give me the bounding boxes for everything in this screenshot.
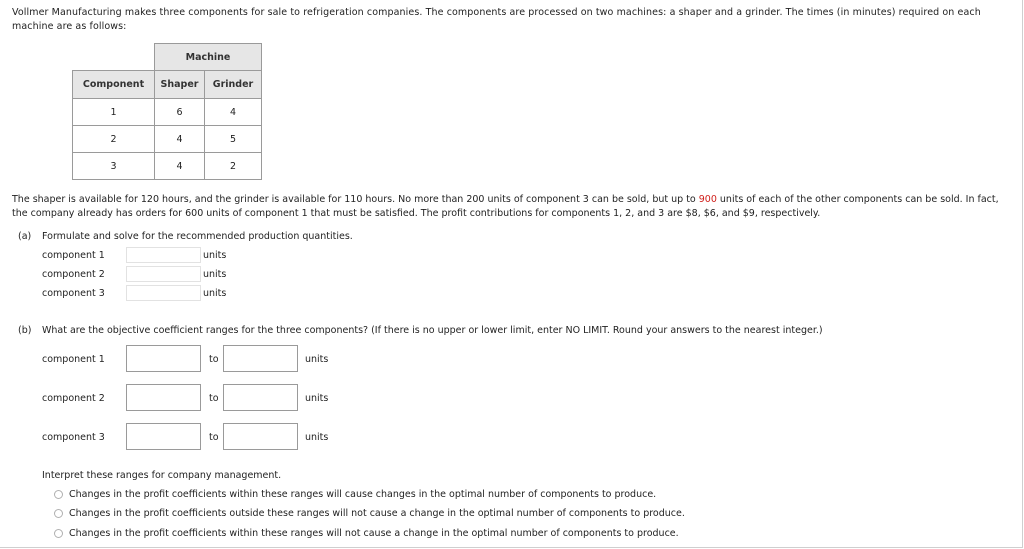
option-3-label[interactable]: Changes in the profit coefficients within these ranges will not cause a change in the optimal number of components to produce. xyxy=(69,528,679,539)
problem-constraints xyxy=(12,193,1017,221)
part-a-component-1-label: component 1 xyxy=(42,250,105,261)
part-a-label: (a) xyxy=(18,231,32,242)
component-1-lower-input[interactable] xyxy=(126,345,201,372)
table-cell: 6 xyxy=(155,99,205,126)
table-cell: 4 xyxy=(155,153,205,180)
table-cell: 5 xyxy=(205,126,262,153)
part-b-label: (b) xyxy=(18,325,32,336)
col-header-grinder: Grinder xyxy=(205,71,262,99)
part-a-unit: units xyxy=(203,250,227,261)
table-cell: 2 xyxy=(205,153,262,180)
part-a-question: Formulate and solve for the recommended production quantities. xyxy=(42,231,353,242)
part-b-unit: units xyxy=(305,432,329,443)
part-b-component-1-label: component 1 xyxy=(42,354,105,365)
machine-group-header: Machine xyxy=(155,44,262,71)
option-1-label[interactable]: Changes in the profit coefficients within these ranges will cause changes in the optimal number of components to produce. xyxy=(69,489,657,500)
interpret-prompt: Interpret these ranges for company management. xyxy=(42,470,282,481)
part-b-question: What are the objective coefficient ranges for the three components? (If there is no upper or lower limit, enter NO LIMIT. Round your answers to the nearest integer.) xyxy=(42,325,823,336)
constraints-text-1: The shaper is available for 120 hours, and the grinder is available for 110 hours. No more than 200 units of component 3 can be sold, but up to xyxy=(12,194,699,205)
to-label: to xyxy=(209,354,219,365)
table-cell: 1 xyxy=(73,99,155,126)
part-b-component-2-label: component 2 xyxy=(42,393,105,404)
part-b-component-3-label: component 3 xyxy=(42,432,105,443)
table-cell: 4 xyxy=(155,126,205,153)
part-a-component-1-answer xyxy=(126,247,201,263)
part-a-component-3-label: component 3 xyxy=(42,288,105,299)
component-3-upper-input[interactable] xyxy=(223,423,298,450)
component-1-upper-input[interactable] xyxy=(223,345,298,372)
part-a-unit: units xyxy=(203,288,227,299)
table-cell: 3 xyxy=(73,153,155,180)
to-label: to xyxy=(209,393,219,404)
part-a-component-2-answer xyxy=(126,266,201,282)
table-row xyxy=(73,153,262,180)
radio-option-2[interactable] xyxy=(54,509,63,518)
part-b-unit: units xyxy=(305,393,329,404)
to-label: to xyxy=(209,432,219,443)
table-corner xyxy=(73,44,155,71)
problem-intro: Vollmer Manufacturing makes three components for sale to refrigeration companies. The components are processed on two machines: a shaper and a grinder. The times (in minutes) required on each machine are as follows: xyxy=(12,7,981,32)
machine-time-table xyxy=(72,43,262,180)
radio-option-1[interactable] xyxy=(54,490,63,499)
constraints-text-2: units of each of the other components can be sold. In fact, the company already has orders for 600 units of component 1 that must be satisfied. The profit contributions for components 1, 2, and 3 are $8, $6, and $9, respectively. xyxy=(12,194,999,219)
table-row xyxy=(73,99,262,126)
component-3-lower-input[interactable] xyxy=(126,423,201,450)
highlighted-value: 900 xyxy=(698,194,717,205)
component-2-lower-input[interactable] xyxy=(126,384,201,411)
part-a-unit: units xyxy=(203,269,227,280)
table-cell: 4 xyxy=(205,99,262,126)
part-b-unit: units xyxy=(305,354,329,365)
table-row xyxy=(73,126,262,153)
col-header-shaper: Shaper xyxy=(155,71,205,99)
component-2-upper-input[interactable] xyxy=(223,384,298,411)
part-a-component-3-answer xyxy=(126,285,201,301)
option-2-label[interactable]: Changes in the profit coefficients outside these ranges will not cause a change in the optimal number of components to produce. xyxy=(69,508,685,519)
part-a-component-2-label: component 2 xyxy=(42,269,105,280)
col-header-component: Component xyxy=(73,71,155,99)
table-cell: 2 xyxy=(73,126,155,153)
radio-option-3[interactable] xyxy=(54,529,63,538)
